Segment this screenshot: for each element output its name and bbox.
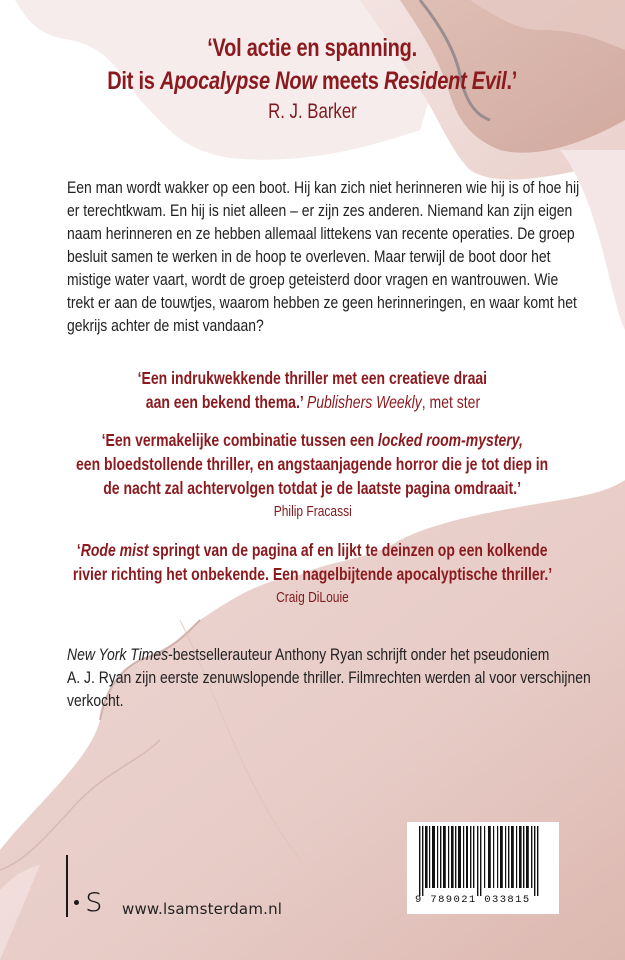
logo-s: s (85, 880, 103, 920)
author-note-line: verkocht. (67, 691, 124, 710)
quote-line: ‘Rode mist springt van de pagina af en lijkt te deinzen op een kolkende (77, 540, 548, 560)
quote-line: ‘Een vermakelijke combinatie tussen een locked room-mystery, (101, 430, 524, 450)
barcode-bars-icon (419, 826, 539, 896)
isbn-number: 9 789021 033815 (415, 894, 531, 906)
publisher-url[interactable]: www.lsamsterdam.nl (122, 900, 283, 918)
blurb-line: naam herinneren en ze hebben allemaal littekens van recente operaties. De groep (67, 224, 575, 243)
headline-quote-line1: ‘Vol actie en spanning. (207, 34, 418, 62)
quote-author: Philip Fracassi (273, 503, 352, 520)
isbn-barcode (407, 822, 559, 914)
blurb-line: trekt er aan de touwtjes, waarom hebben ze geen herinneringen, en waar komt het (67, 293, 577, 312)
logo-bar (66, 855, 68, 917)
quote-line: ‘Een indrukwekkende thriller met een creatieve draai (137, 368, 488, 388)
blurb-line: mistige water vaart, wordt de groep geteisterd door vragen en wantrouwen. Wie (67, 270, 559, 289)
quote-line: de nacht zal achtervolgen totdat je de laatste pagina omdraait.’ (103, 478, 522, 498)
quote-author: Craig DiLouie (276, 589, 349, 606)
quote-line: rivier richting het onbekende. Een nagelbijtende apocalyptische thriller.’ (72, 564, 553, 584)
quote-line: een bloedstollende thriller, en angstaanjagende horror die je tot diep in (76, 454, 549, 474)
author-note-line: A. J. Ryan zijn eerste zenuwslopende thriller. Filmrechten werden al voor verschijnen (67, 668, 591, 687)
headline-quote-line2: Dit is Apocalypse Now meets Resident Evil.’ (107, 67, 518, 95)
quote-line: aan een bekend thema.’ Publishers Weekly, met ster (145, 392, 480, 412)
blurb-line: gekrijs achter de mist vandaan? (67, 316, 264, 335)
publisher-logo (66, 855, 112, 920)
blurb-line: besluit samen te werken in de hoop te overleven. Maar terwijl de boot door het (67, 247, 551, 266)
blurb-line: er terechtkwam. En hij is niet alleen – er zijn zes anderen. Niemand kan zijn eigen (67, 201, 573, 220)
author-note-line: New York Times-bestsellerauteur Anthony Ryan schrijft onder het pseudoniem (67, 645, 550, 664)
blurb-line: Een man wordt wakker op een boot. Hij kan zich niet herinneren wie hij is of hoe hij (67, 178, 580, 197)
headline-quote-author: R. J. Barker (268, 100, 357, 123)
logo-dot (74, 900, 79, 905)
